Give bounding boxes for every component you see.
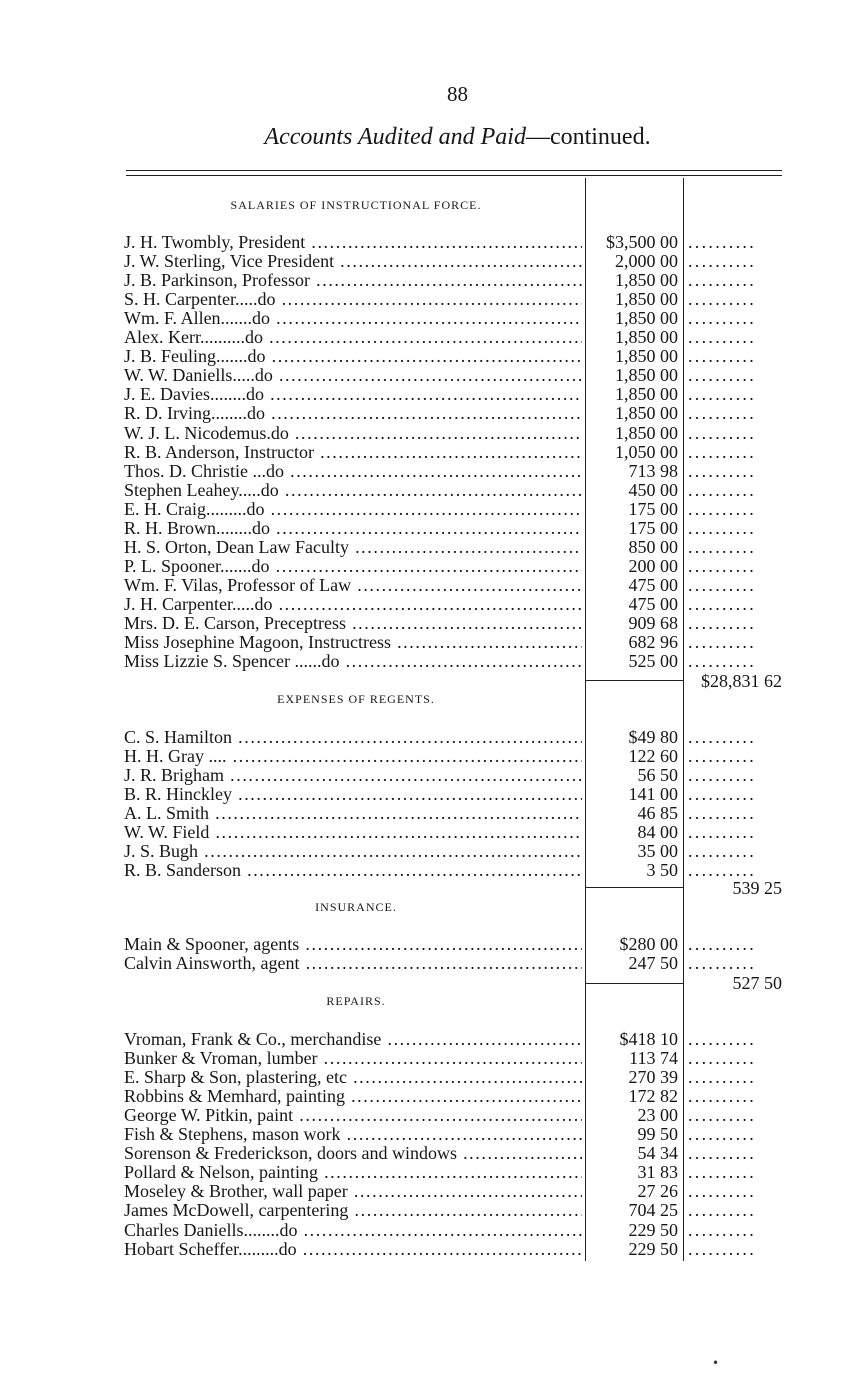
row-amount: 1,850 00 — [615, 403, 678, 424]
total-column-leader: .......... — [688, 594, 756, 614]
total-column-leader: .......... — [688, 366, 756, 386]
subtotal-rule — [586, 983, 683, 984]
row-description: W. J. L. Nicodemus.do ..... — [124, 424, 582, 443]
row-description: R. B. Anderson, Instructor ..... — [124, 443, 582, 462]
total-column-leader: .......... — [688, 804, 756, 824]
total-column-leader: .......... — [688, 1030, 756, 1049]
row-amount: 46 85 — [637, 803, 678, 824]
ledger-row — [124, 1030, 784, 1049]
total-column-leader: .......... — [688, 404, 756, 424]
ledger-row — [124, 823, 784, 842]
row-amount: 23 00 — [637, 1105, 678, 1126]
row-description: J. H. Carpenter.....do ..... — [124, 595, 582, 614]
total-column-leader: .......... — [688, 575, 756, 595]
total-column-leader: .......... — [688, 1068, 756, 1088]
ledger-row — [124, 1087, 784, 1106]
ledger-row — [124, 500, 784, 519]
row-amount: 909 68 — [628, 613, 678, 633]
ledger-row — [124, 271, 784, 290]
row-description: C. S. Hamilton ..... — [124, 728, 582, 747]
row-amount: 172 82 — [628, 1086, 678, 1107]
row-description: Alex. Kerr..........do ..... — [124, 328, 582, 347]
ledger-row — [124, 1240, 784, 1259]
row-description: Calvin Ainsworth, agent ..... — [124, 954, 582, 973]
row-description: Mrs. D. E. Carson, Preceptress ..... — [124, 614, 582, 633]
row-amount: 713 98 — [628, 460, 678, 481]
row-description: J. E. Davies........do ..... — [124, 385, 582, 404]
ledger-row — [124, 252, 784, 271]
total-column-leader: .......... — [688, 556, 756, 576]
total-column-leader: .......... — [688, 290, 756, 310]
ledger-row — [124, 290, 784, 309]
title-italic: Accounts Audited and Paid — [264, 124, 526, 150]
row-description: Stephen Leahey.....do ..... — [124, 481, 582, 500]
ledger-row — [124, 614, 784, 633]
total-column-leader: .......... — [688, 1087, 756, 1107]
total-column-leader: .......... — [688, 633, 756, 653]
total-column-leader: .......... — [688, 461, 756, 481]
total-column-leader: .......... — [688, 347, 756, 367]
row-description: S. H. Carpenter.....do ..... — [124, 290, 582, 309]
subtotal-rule — [586, 680, 683, 681]
ledger-row — [124, 804, 784, 823]
row-amount: $3,500 00 — [606, 232, 678, 252]
ledger-row — [124, 424, 784, 443]
ledger-row — [124, 633, 784, 652]
row-amount: 1,850 00 — [615, 365, 678, 386]
row-amount: 175 00 — [628, 517, 678, 538]
row-amount: 525 00 — [628, 651, 678, 672]
total-column-leader: .......... — [688, 233, 756, 252]
row-amount: 3 50 — [646, 860, 678, 881]
row-description: J. S. Bugh ..... — [124, 842, 582, 861]
row-description: Wm. F. Allen.......do ..... — [124, 309, 582, 328]
ledger-row — [124, 519, 784, 538]
total-column-leader: .......... — [688, 1182, 756, 1202]
row-amount: 475 00 — [628, 574, 678, 595]
page-number: 88 — [447, 82, 468, 106]
ledger-row — [124, 595, 784, 614]
row-amount: 99 50 — [637, 1124, 678, 1145]
ledger-row — [124, 1144, 784, 1163]
row-amount: 2,000 00 — [615, 251, 678, 272]
ledger-row — [124, 1201, 784, 1220]
total-column-leader: .......... — [688, 1125, 756, 1145]
total-column-leader: .......... — [688, 442, 756, 462]
page-title — [0, 124, 857, 151]
total-column-leader: .......... — [688, 423, 756, 443]
row-description: A. L. Smith ..... — [124, 804, 582, 823]
row-amount: 704 25 — [628, 1200, 678, 1221]
row-amount: 1,850 00 — [615, 308, 678, 329]
row-description: George W. Pitkin, paint ..... — [124, 1106, 582, 1125]
section-heading: INSURANCE. — [315, 900, 397, 914]
ledger-row — [124, 557, 784, 576]
total-column-leader: .......... — [688, 328, 756, 348]
row-amount: $280 00 — [619, 934, 678, 954]
total-column-leader: .......... — [688, 728, 756, 747]
total-column-leader: .......... — [688, 935, 756, 954]
row-description: Pollard & Nelson, painting ..... — [124, 1163, 582, 1182]
row-description: E. H. Craig.........do ..... — [124, 500, 582, 519]
row-amount: 113 74 — [629, 1048, 678, 1069]
row-amount: 175 00 — [628, 498, 678, 519]
ledger-row — [124, 766, 784, 785]
row-amount: 850 00 — [628, 536, 678, 557]
ledger-row — [124, 366, 784, 385]
ledger-row — [124, 1125, 784, 1144]
ledger-row — [124, 233, 784, 252]
row-amount: 450 00 — [628, 479, 678, 500]
row-description: Moseley & Brother, wall paper ..... — [124, 1182, 582, 1201]
total-column-leader: .......... — [688, 823, 756, 843]
header-rule-bottom — [126, 175, 782, 176]
total-column-leader: .......... — [688, 842, 756, 862]
header-rule-top — [126, 170, 782, 171]
ledger-row — [124, 309, 784, 328]
row-amount: 200 00 — [628, 555, 678, 576]
ledger-row — [124, 538, 784, 557]
row-description: Hobart Scheffer.........do ..... — [124, 1240, 582, 1259]
ledger-row — [124, 443, 784, 462]
row-description: R. B. Sanderson ..... — [124, 861, 582, 880]
row-amount: 247 50 — [628, 953, 678, 974]
total-column-leader: .......... — [688, 1201, 756, 1221]
total-column-leader: .......... — [688, 1144, 756, 1164]
row-description: E. Sharp & Son, plastering, etc ..... — [124, 1068, 582, 1087]
section-heading: EXPENSES OF REGENTS. — [277, 692, 435, 706]
row-amount: 1,850 00 — [615, 289, 678, 310]
row-amount: 54 34 — [637, 1143, 678, 1164]
total-column-leader: .......... — [688, 537, 756, 557]
total-column-leader: .......... — [688, 1163, 756, 1183]
ledger-row — [124, 1049, 784, 1068]
row-amount: 122 60 — [628, 746, 678, 767]
row-description: Sorenson & Frederickson, doors and windows ..... — [124, 1144, 582, 1163]
total-column-leader: .......... — [688, 766, 756, 786]
row-description: B. R. Hinckley ..... — [124, 785, 582, 804]
row-description: J. B. Feuling.......do ..... — [124, 347, 582, 366]
section-total: $28,831 62 — [701, 671, 782, 691]
ledger-row — [124, 842, 784, 861]
row-amount: 84 00 — [637, 822, 678, 843]
ledger-row — [124, 935, 784, 954]
row-description: Fish & Stephens, mason work ..... — [124, 1125, 582, 1144]
total-column-leader: .......... — [688, 480, 756, 500]
total-column-leader: .......... — [688, 385, 756, 405]
ledger-row — [124, 328, 784, 347]
row-description: Miss Josephine Magoon, Instructress ..... — [124, 633, 582, 652]
section-total: 527 50 — [732, 973, 782, 993]
total-column-leader: .......... — [688, 252, 756, 272]
row-description: R. H. Brown........do ..... — [124, 519, 582, 538]
row-description: Robbins & Memhard, painting ..... — [124, 1087, 582, 1106]
ledger-row — [124, 1221, 784, 1240]
total-column-leader: .......... — [688, 954, 756, 974]
ledger-row — [124, 462, 784, 481]
row-description: James McDowell, carpentering ..... — [124, 1201, 582, 1220]
row-description: W. W. Daniells.....do ..... — [124, 366, 582, 385]
row-amount: 229 50 — [628, 1238, 678, 1259]
ledger-row — [124, 747, 784, 766]
row-amount: 270 39 — [628, 1067, 678, 1088]
row-description: R. D. Irving........do ..... — [124, 404, 582, 423]
row-amount: 682 96 — [628, 632, 678, 653]
ledger-row — [124, 385, 784, 404]
row-description: J. W. Sterling, Vice President ..... — [124, 252, 582, 271]
stray-mark: • — [712, 1356, 720, 1370]
row-amount: 1,850 00 — [615, 346, 678, 367]
row-description: Charles Daniells........do ..... — [124, 1221, 582, 1240]
row-description: P. L. Spooner.......do ..... — [124, 557, 582, 576]
section-total: 539 25 — [732, 878, 782, 898]
ledger-row — [124, 404, 784, 423]
total-column-leader: .......... — [688, 747, 756, 767]
row-description: Wm. F. Vilas, Professor of Law ..... — [124, 576, 582, 595]
row-description: Main & Spooner, agents ..... — [124, 935, 582, 954]
row-amount: 35 00 — [637, 841, 678, 862]
row-description: J. B. Parkinson, Professor ..... — [124, 271, 582, 290]
row-amount: 229 50 — [628, 1219, 678, 1240]
ledger-row — [124, 861, 784, 880]
row-amount: 1,850 00 — [615, 270, 678, 291]
title-suffix: —continued. — [525, 124, 651, 150]
row-description: W. W. Field ..... — [124, 823, 582, 842]
ledger-row — [124, 1182, 784, 1201]
ledger-row — [124, 652, 784, 671]
total-column-leader: .......... — [688, 499, 756, 519]
total-column-leader: .......... — [688, 861, 756, 881]
row-amount: 1,850 00 — [615, 327, 678, 348]
ledger-row — [124, 481, 784, 500]
row-amount: 141 00 — [628, 784, 678, 805]
row-description: H. H. Gray .... ..... — [124, 747, 582, 766]
ledger-row — [124, 728, 784, 747]
row-amount: 1,850 00 — [615, 422, 678, 443]
section-heading: SALARIES OF INSTRUCTIONAL FORCE. — [230, 198, 482, 212]
section-heading: REPAIRS. — [326, 994, 386, 1008]
row-description: Miss Lizzie S. Spencer ......do ..... — [124, 652, 582, 671]
ledger-row — [124, 1068, 784, 1087]
row-amount: 56 50 — [637, 765, 678, 786]
row-amount: 1,850 00 — [615, 384, 678, 405]
total-column-leader: .......... — [688, 1220, 756, 1240]
row-description: J. H. Twombly, President ..... — [124, 233, 582, 252]
row-amount: $49 80 — [628, 727, 678, 747]
total-column-leader: .......... — [688, 1239, 756, 1259]
row-amount: 1,050 00 — [615, 441, 678, 462]
total-column-leader: .......... — [688, 614, 756, 633]
total-column-leader: .......... — [688, 309, 756, 329]
row-amount: 27 26 — [637, 1181, 678, 1202]
ledger-row — [124, 1163, 784, 1182]
row-amount: 31 83 — [637, 1162, 678, 1183]
total-column-leader: .......... — [688, 785, 756, 805]
row-description: Bunker & Vroman, lumber ..... — [124, 1049, 582, 1068]
ledger-row — [124, 785, 784, 804]
ledger-row — [124, 1106, 784, 1125]
ledger-row — [124, 576, 784, 595]
row-description: H. S. Orton, Dean Law Faculty ..... — [124, 538, 582, 557]
total-column-leader: .......... — [688, 652, 756, 672]
total-column-leader: .......... — [688, 1106, 756, 1126]
total-column-leader: .......... — [688, 518, 756, 538]
ledger-row — [124, 954, 784, 973]
ledger-row — [124, 347, 784, 366]
total-column-leader: .......... — [688, 1049, 756, 1069]
subtotal-rule — [586, 887, 683, 888]
row-description: J. R. Brigham ..... — [124, 766, 582, 785]
row-description: Vroman, Frank & Co., merchandise ..... — [124, 1030, 582, 1049]
row-description: Thos. D. Christie ...do ..... — [124, 462, 582, 481]
row-amount: 475 00 — [628, 593, 678, 614]
row-amount: $418 10 — [619, 1029, 678, 1049]
total-column-leader: .......... — [688, 271, 756, 291]
